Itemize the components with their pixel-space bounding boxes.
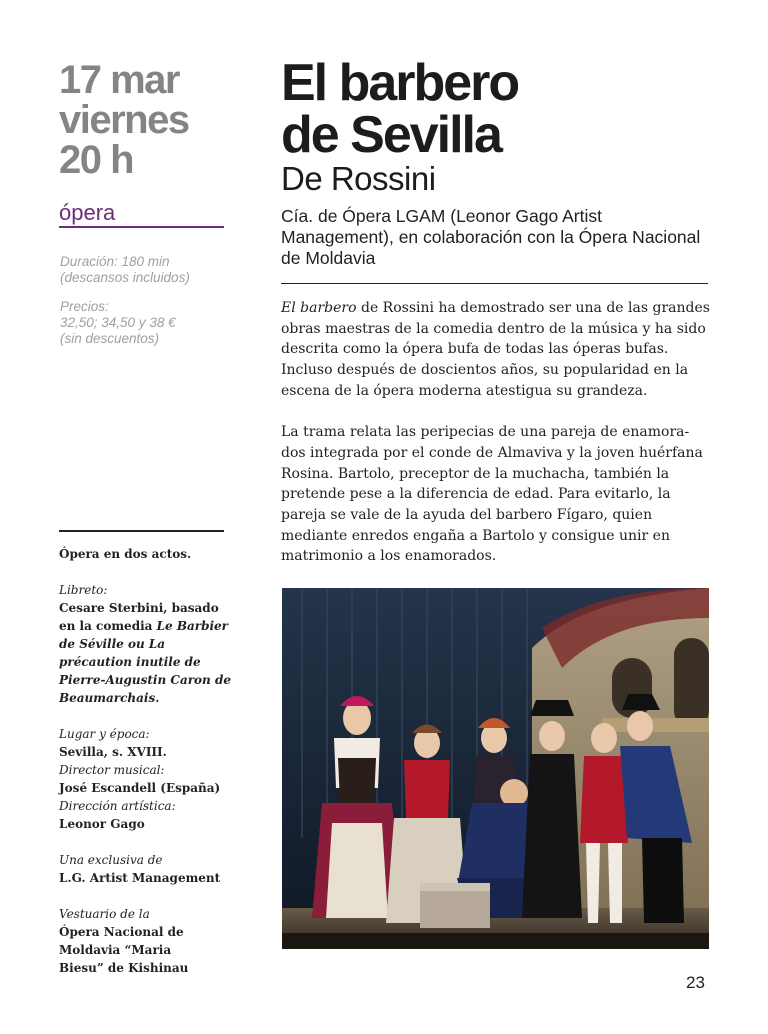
title-line-2: de Sevilla	[281, 106, 501, 164]
music-director-value: José Escandell (España)	[59, 781, 221, 795]
costumes-info	[59, 905, 239, 977]
duration-info	[60, 254, 230, 286]
exclusive-info	[59, 851, 239, 887]
title-line-1: El barbero	[281, 54, 519, 112]
description-paragraph-2: La trama relata las peripecias de una pareja de enamora-dos integrada por el conde de Almaviva y la joven huérfana Rosina. Bartolo, preceptor de la muchacha, también la pretende pese a la diferencia de edad. Para evitarlo, la pareja se vale de la ayuda del barbero Fígaro, quien mediante enredos engaña a Bartolo y consigue unir en matrimonio a los enamorados.	[281, 424, 703, 565]
libretto-author: Cesare Sterbini, basado en la comedia	[59, 601, 219, 633]
costumes-value: Ópera Nacional de Moldavia “Maria Biesu” de Kishinau	[59, 925, 189, 975]
libretto-source: Le Barbier de Séville ou La précaution inutile de Pierre-Augustin Caron de Beaumarchais.	[59, 619, 231, 705]
right-divider	[281, 283, 708, 284]
music-director-info	[59, 761, 239, 797]
structure-info	[59, 545, 239, 563]
art-director-value: Leonor Gago	[59, 817, 145, 831]
libretto-value	[59, 599, 239, 707]
page-title	[281, 54, 721, 164]
stage-photo	[282, 588, 709, 949]
prices-values: 32,50; 34,50 y 38 €	[60, 315, 176, 330]
art-director-label: Dirección artística:	[59, 799, 176, 813]
prices-note: (sin descuentos)	[60, 331, 160, 346]
libretto-info	[59, 581, 239, 707]
duration-note: (descansos incluidos)	[60, 270, 190, 285]
structure-text: Ópera en dos actos.	[59, 547, 192, 561]
music-director-label: Director musical:	[59, 763, 165, 777]
place-value: Sevilla, s. XVIII.	[59, 745, 167, 759]
work-title-italic: El barbero	[281, 300, 357, 316]
event-date	[59, 60, 259, 180]
event-date-weekday: viernes	[59, 98, 189, 142]
place-label: Lugar y época:	[59, 727, 150, 741]
art-director-info	[59, 797, 239, 833]
costumes-label: Vestuario de la	[59, 907, 150, 921]
event-date-time: 20 h	[59, 138, 134, 182]
prices-info	[60, 299, 230, 347]
libretto-label: Libreto:	[59, 583, 108, 597]
place-info	[59, 725, 239, 761]
paragraph-1-text: de Rossini ha demostrado ser una de las grandes obras maestras de la comedia dentro de la música y ha sido descrita como la ópera bufa de todas las óperas bufas. Incluso después de doscientos años, su popularidad en la escena de la ópera moderna atestigua su grandeza.	[281, 300, 710, 399]
prices-label: Precios:	[60, 299, 109, 314]
description	[281, 298, 711, 588]
page-number: 23	[686, 973, 705, 992]
duration-text: Duración: 180 min	[60, 254, 170, 269]
exclusive-value: L.G. Artist Management	[59, 871, 221, 885]
exclusive-label: Una exclusiva de	[59, 853, 163, 867]
credits-block	[59, 545, 239, 977]
left-divider	[59, 530, 224, 532]
stage-photo-illustration	[282, 588, 709, 949]
company-credit: Cía. de Ópera LGAM (Leonor Gago Artist Management), en colaboración con la Ópera Nacional de Moldavia	[281, 206, 701, 268]
composer-subtitle: De Rossini	[281, 160, 436, 197]
genre-label: ópera	[59, 200, 224, 228]
description-paragraph-1	[281, 298, 711, 402]
event-date-day: 17 mar	[59, 58, 179, 102]
